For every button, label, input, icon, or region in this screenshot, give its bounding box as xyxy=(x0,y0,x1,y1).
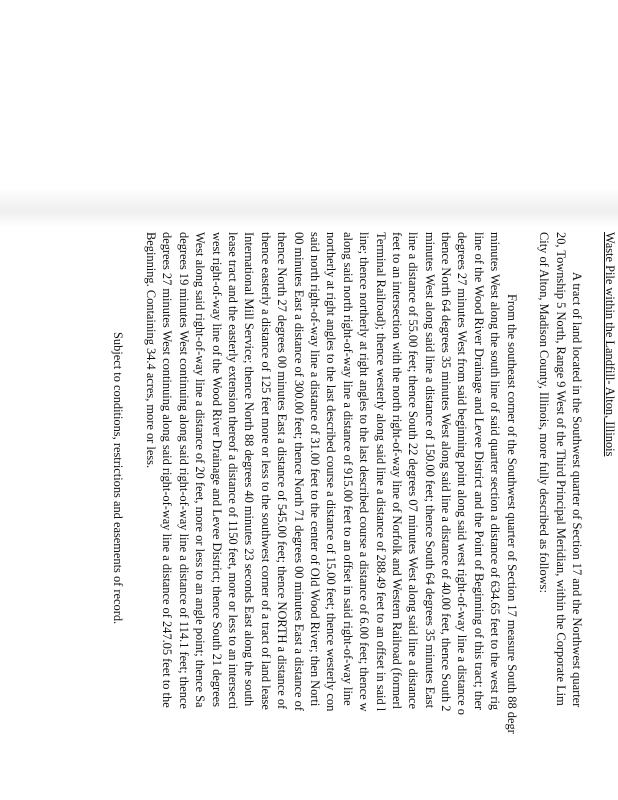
body-line: line; thence northerly at right angles to the last described course a distance of 6.00 feet; thence w xyxy=(357,232,372,712)
body-line: minutes West along said line a distance of 150.00 feet; thence South 64 degrees 35 minutes East xyxy=(422,232,437,709)
body-line: 00 minutes East a distance of 300.00 feet; thence North 71 degrees 00 minutes East a distance of xyxy=(291,232,306,711)
body-line: minutes West along the south line of said quarter section a distance of 634.65 feet to the west rig xyxy=(488,232,503,711)
body-line: lease tract and the easterly extension thereof a distance of 1150 feet, more or less to an intersecti xyxy=(226,232,241,710)
body-line: thence easterly a distance of 125 feet more or less to the southwest corner of a tract of land lease xyxy=(258,232,273,710)
body-line: said north right-of-way line a distance of 31.00 feet to the center of Old Wood River; then Norti xyxy=(307,232,322,707)
spacer xyxy=(126,232,142,800)
body-line: degrees 19 minutes West continuing along said right-of-way line a distance of 114.1 feet; thence xyxy=(176,232,191,709)
scan-artifact-band xyxy=(0,188,618,228)
body-line: west right-of-way line of the Wood River Drainage and Levee District; thence South 21 degrees xyxy=(209,232,224,707)
body-line: Terminal Railroad); thence westerly along said line a distance of 288.49 feet to an offset in said l xyxy=(373,232,388,712)
rotated-legal-description xyxy=(78,232,618,800)
body-line: degrees 27 minutes West continuing along said right-of-way line a distance of 247.05 feet to the xyxy=(160,232,175,708)
intro-line: City of Alton, Madison County, Illinois, more fully described as follows: xyxy=(537,232,552,593)
document-footer: Subject to conditions, restrictions and easements of record. xyxy=(111,332,126,625)
body-line: line of the Wood River Drainage and Levee District and the Point of Beginning of this tract; ther xyxy=(471,232,486,711)
body-line: International Mill Service; thence North 88 degrees 40 minutes 23 seconds East along the south xyxy=(242,232,257,707)
body-line: northerly at right angles to the last described course a distance of 15.00 feet; thence westerly con xyxy=(324,232,339,712)
document-heading: Waste Pile within the Landfill- Alton, Illinois xyxy=(603,232,617,457)
body-line: along said north right-of-way line a distance of 915.00 feet to an offset in said right-of-way line xyxy=(340,232,355,706)
body-line: West along said right-of-way line a distance of 20 feet, more or less to an angle point; thence Sa xyxy=(193,232,208,708)
body-line: degrees 27 minutes West from said beginning point along said west right-of-way line a distance o xyxy=(455,232,470,715)
body-line: feet to an intersection with the north right-of-way line of Norfolk and Western Railroad (formerl xyxy=(389,232,404,710)
intro-line: 20, Township 5 North, Range 9 West of the Third Principal Meridian, within the Corporate Lim xyxy=(553,232,568,706)
intro-line: A tract of land located in the Southwest quarter of Section 17 and the Northwest quarter xyxy=(570,272,585,708)
body-line: thence North 27 degrees 00 minutes East a distance of 545.00 feet; thence NORTH a distance of xyxy=(275,232,290,710)
body-line: thence North 64 degrees 35 minutes West along said line a distance of 40.00 feet, thence South 2 xyxy=(439,232,454,712)
spacer xyxy=(520,232,536,800)
spacer xyxy=(585,232,601,800)
body-line: line a distance of 55.00 feet; thence South 22 degrees 07 minutes West along said line a distance xyxy=(406,232,421,710)
body-line: From the southeast corner of the Southwest quarter of Section 17 measure South 88 degr xyxy=(504,294,519,734)
body-line: Beginning. Containing 34.4 acres, more or less. xyxy=(144,232,159,469)
